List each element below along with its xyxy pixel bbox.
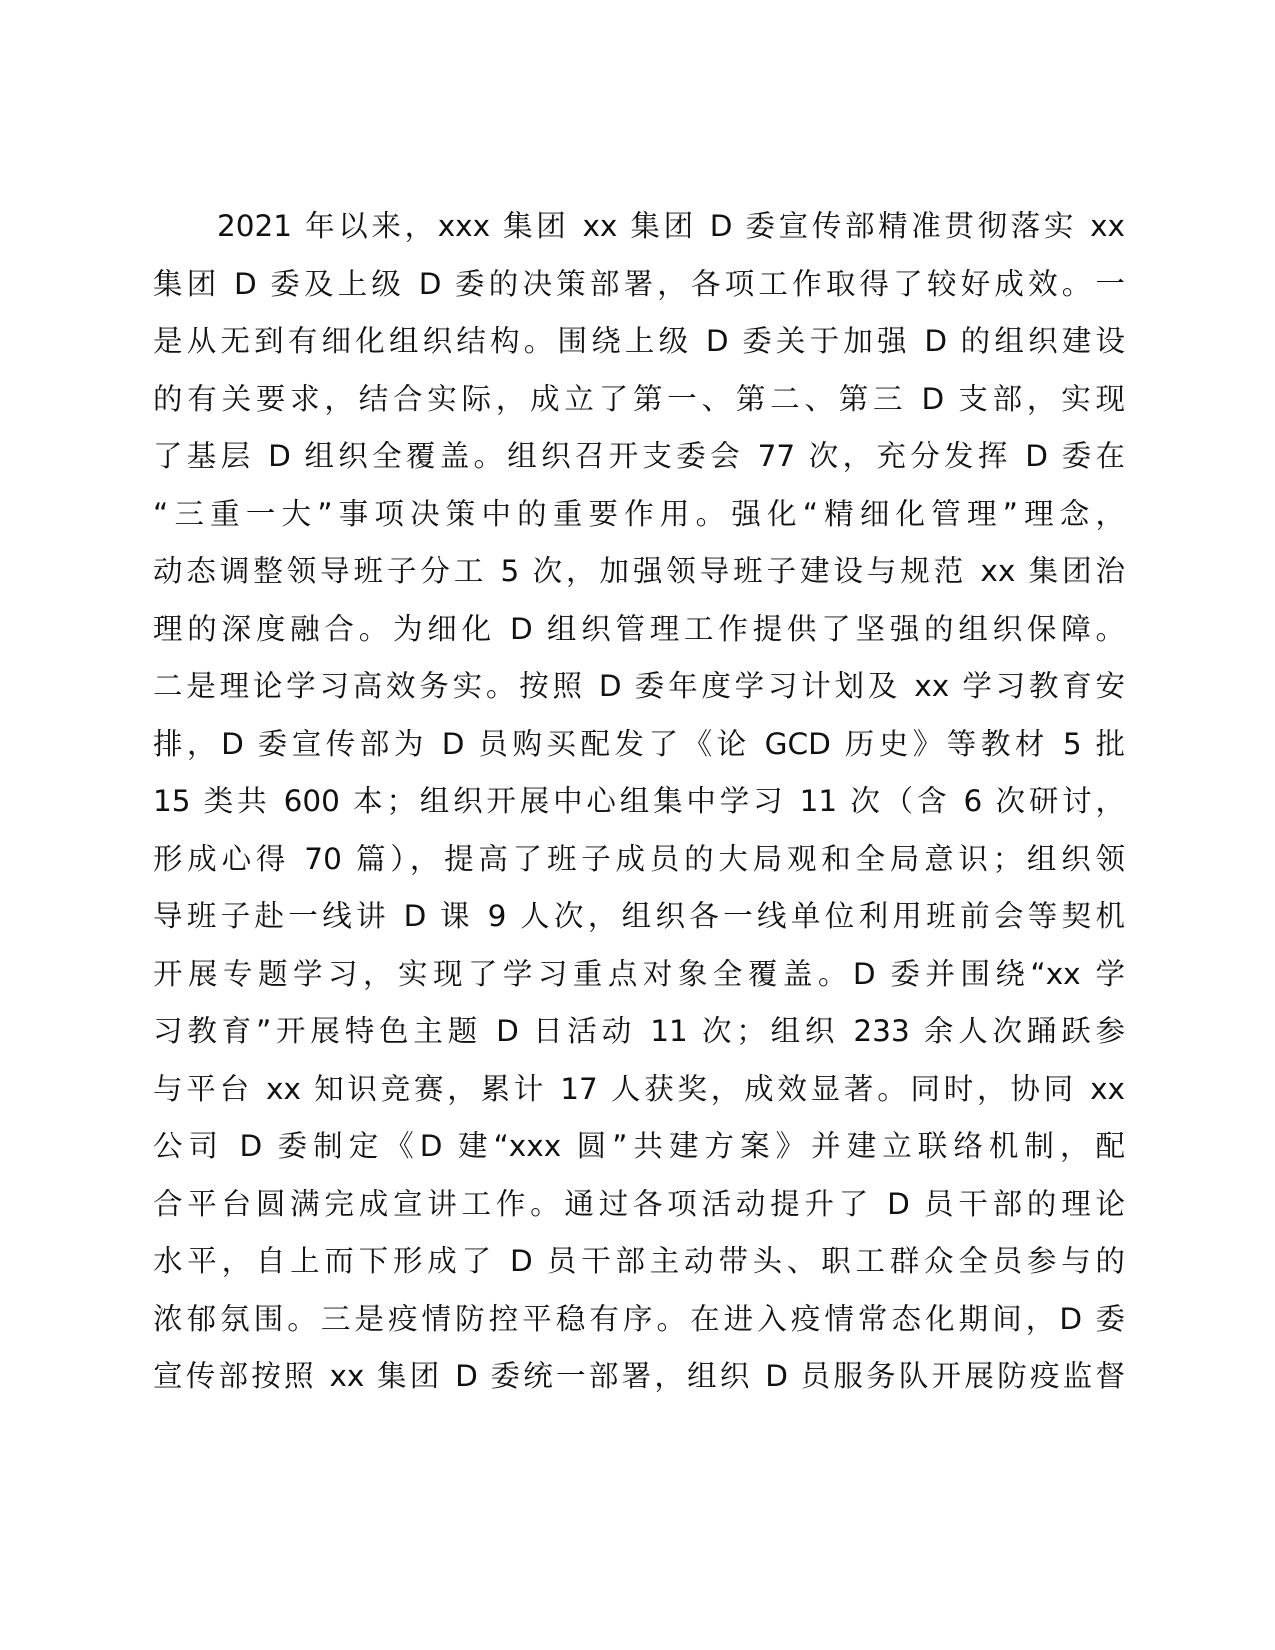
text-line-17: 公司 D 委制定《D 建“xxx 圆”共建方案》并建立联络机制，配 <box>153 1129 1125 1163</box>
text-line-4: 的有关要求，结合实际，成立了第一、第二、第三 D 支部，实现 <box>153 381 1125 416</box>
text-line-1: 2021 年以来，xxx 集团 xx 集团 D 委宣传部精准贯彻落实 xx <box>217 209 1125 243</box>
text-line-18: 合平台圆满完成宣讲工作。通过各项活动提升了 D 员干部的理论 <box>153 1186 1125 1221</box>
text-line-19: 水平，自上而下形成了 D 员干部主动带头、职工群众全员参与的 <box>153 1244 1125 1278</box>
text-line-10: 排，D 委宣传部为 D 员购买配发了《论 GCD 历史》等教材 5 批 <box>153 726 1125 761</box>
text-line-15: 习教育”开展特色主题 D 日活动 11 次；组织 233 余人次踊跃参 <box>153 1014 1125 1048</box>
body-paragraph <box>153 198 1125 1406</box>
text-line-14: 开展专题学习，实现了学习重点对象全覆盖。D 委并围绕“xx 学 <box>153 956 1125 991</box>
text-line-9: 二是理论学习高效务实。按照 D 委年度学习计划及 xx 学习教育安 <box>153 669 1125 703</box>
text-line-2: 集团 D 委及上级 D 委的决策部署，各项工作取得了较好成效。一 <box>153 266 1125 301</box>
text-line-21: 宣传部按照 xx 集团 D 委统一部署，组织 D 员服务队开展防疫监督 <box>153 1359 1125 1393</box>
text-line-6: “三重一大”事项决策中的重要作用。强化“精细化管理”理念， <box>153 496 1125 531</box>
text-line-7: 动态调整领导班子分工 5 次，加强领导班子建设与规范 xx 集团治 <box>153 554 1125 588</box>
text-line-3: 是从无到有细化组织结构。围绕上级 D 委关于加强 D 的组织建设 <box>153 324 1125 358</box>
text-line-12: 形成心得 70 篇），提高了班子成员的大局观和全局意识；组织领 <box>153 841 1125 876</box>
text-line-20: 浓郁氛围。三是疫情防控平稳有序。在进入疫情常态化期间，D 委 <box>153 1301 1125 1336</box>
text-line-11: 15 类共 600 本；组织开展中心组集中学习 11 次（含 6 次研讨， <box>153 784 1125 818</box>
text-line-8: 理的深度融合。为细化 D 组织管理工作提供了坚强的组织保障。 <box>153 611 1125 646</box>
text-line-13: 导班子赴一线讲 D 课 9 人次，组织各一线单位利用班前会等契机 <box>153 899 1125 933</box>
text-line-16: 与平台 xx 知识竞赛，累计 17 人获奖，成效显著。同时，协同 xx <box>153 1071 1125 1106</box>
text-line-5: 了基层 D 组织全覆盖。组织召开支委会 77 次，充分发挥 D 委在 <box>153 439 1125 473</box>
